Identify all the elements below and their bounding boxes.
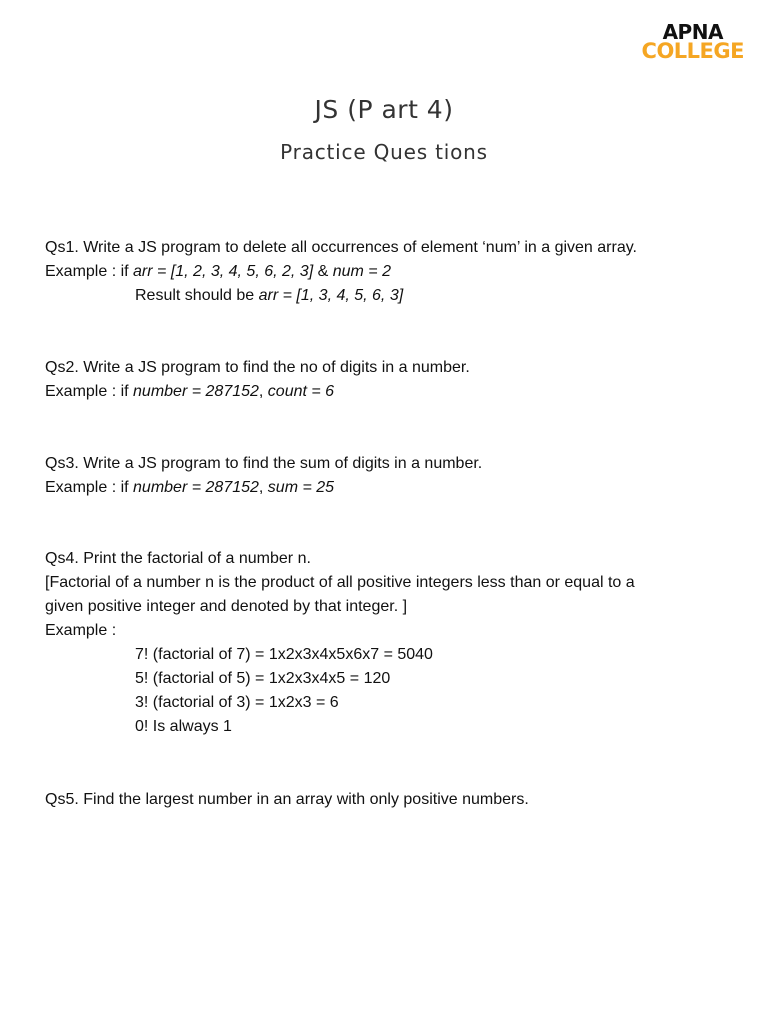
logo-line-apna: APNA xyxy=(662,20,723,44)
q5-text: Qs5. Find the largest number in an array with only positive numbers. xyxy=(45,791,529,808)
q1-example-num: num = 2 xyxy=(332,263,391,280)
q3-example-number: number = 287152 xyxy=(133,479,259,496)
q2-example-sep: , xyxy=(258,383,268,400)
q3-text: Qs3. Write a JS program to find the sum of digits in a number. xyxy=(45,455,483,472)
q4-example-item: 0! Is always 1 xyxy=(135,718,232,735)
q2-example-count: count = 6 xyxy=(267,383,335,400)
q3-example xyxy=(45,478,334,498)
q3-example-sum: sum = 25 xyxy=(267,479,335,496)
page-subtitle: Practice Ques tions xyxy=(280,140,488,164)
q2-example-prefix: Example : if xyxy=(45,383,134,400)
q2-example xyxy=(45,382,334,402)
q4-example-item: 7! (factorial of 7) = 1x2x3x4x5x6x7 = 5040 xyxy=(135,646,433,663)
q1-example-prefix: Example : if xyxy=(45,263,134,280)
q4-text: Qs4. Print the factorial of a number n. xyxy=(45,550,311,567)
q3-example-prefix: Example : if xyxy=(45,479,134,496)
q4-description-line-1: [Factorial of a number n is the product of all positive integers less than or equal to a xyxy=(45,574,635,591)
apna-college-logo xyxy=(642,22,744,62)
q1-example-arr: arr = [1, 2, 3, 4, 5, 6, 2, 3] xyxy=(133,263,314,280)
logo-line-college: COLLEGE xyxy=(641,39,744,63)
q1-result-arr: arr = [1, 3, 4, 5, 6, 3] xyxy=(258,287,404,304)
q4-example-item: 3! (factorial of 3) = 1x2x3 = 6 xyxy=(135,694,339,711)
q1-text: Qs1. Write a JS program to delete all occurrences of element ‘num’ in a given array. xyxy=(45,239,637,256)
page-title: JS (P art 4) xyxy=(314,95,454,124)
q1-result-prefix: Result should be xyxy=(135,287,259,304)
q1-example-amp: & xyxy=(313,263,333,280)
q4-example-item: 5! (factorial of 5) = 1x2x3x4x5 = 120 xyxy=(135,670,391,687)
q2-example-number: number = 287152 xyxy=(133,383,259,400)
q1-result xyxy=(135,286,403,306)
q3-example-sep: , xyxy=(258,479,268,496)
q2-text: Qs2. Write a JS program to find the no of digits in a number. xyxy=(45,359,470,376)
q1-example xyxy=(45,262,391,282)
q4-example-label: Example : xyxy=(45,622,117,639)
q4-description-line-2: given positive integer and denoted by that integer. ] xyxy=(45,598,408,615)
